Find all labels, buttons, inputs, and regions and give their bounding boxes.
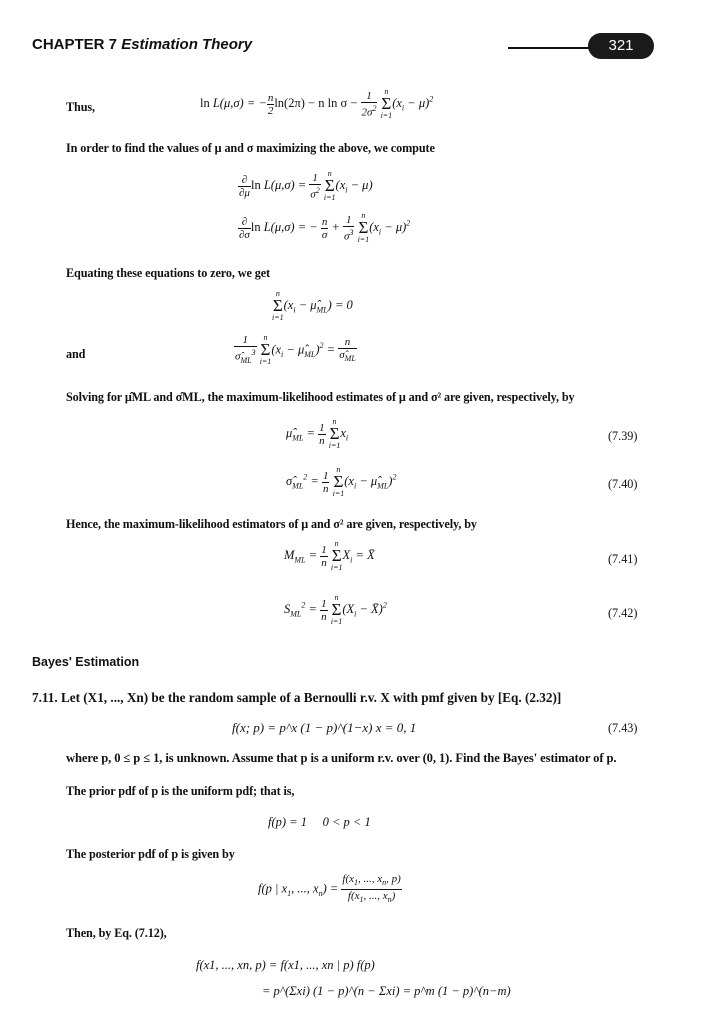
- text-in-order: In order to find the values of μ and σ maximizing the above, we compute: [66, 141, 435, 155]
- text-prior: The prior pdf of p is the uniform pdf; that is,: [66, 784, 295, 798]
- eq-7-42: $S_{ML}^2$ = $\frac{1}{n}$ n Σ $i=1(X_i$ − X̄)$^2$: [284, 593, 387, 626]
- eq-dmu: $\frac{\partial}{\partial\mu}$ ln L(μ,σ) = $\frac{1}{\sigma^2}$ n Σ $i=1(x_i - \mu)$: [239, 169, 373, 202]
- chapter-title: Estimation Theory: [121, 36, 253, 53]
- and-label: and: [66, 347, 86, 361]
- text-posterior: The posterior pdf of p is given by: [66, 847, 235, 861]
- page-number: 321: [588, 33, 654, 59]
- eq-7-41: $M_{ML}$ = $\frac{1}{n}$ n Σ $i=1X_i$ = X̄: [284, 539, 375, 572]
- eq-number-7-42: (7.42): [608, 606, 638, 620]
- header-rule: [508, 47, 598, 49]
- eq-number-7-40: (7.40): [608, 477, 638, 491]
- thus-label: Thus,: [66, 100, 95, 114]
- chapter-header: [32, 36, 252, 53]
- eq-zero-1: n Σ $i=1(x_i$ − $\mû_{ML}) = 0$: [272, 289, 353, 322]
- eq-7-39: $\mû_{ML}$ = $\frac{1}{n}$ n Σ $i=1x_i$: [286, 417, 349, 450]
- eq-number-7-41: (7.41): [608, 552, 638, 566]
- eq-posterior-pdf: f(p | $x_1$, ..., $x_n$) = $\frac{f(x_1, ..., x_n, p)}{f(x_1, ..., x_n)}$: [258, 873, 401, 905]
- eq-joint-1: f(x1, ..., xn, p) = f(x1, ..., xn | p) f(p): [196, 958, 375, 972]
- problem-number: 7.11.: [32, 690, 58, 705]
- eq-loglik: ln L(μ,σ) = − $\frac{n}{2}$ ln(2π) − n ln σ − $\frac{1}{2\sigma^2}$ n Σ $i=1(x_i - \mu)^2$: [200, 87, 434, 120]
- text-hence: Hence, the maximum-likelihood estimators of μ and σ² are given, respectively, by: [66, 517, 477, 531]
- eq-number-7-39: (7.39): [608, 429, 638, 443]
- text-then: Then, by Eq. (7.12),: [66, 926, 167, 940]
- eq-dsigma: $\frac{\partial}{\partial\sigma}$ ln L(μ,σ) = − $\frac{n}{\sigma}$ + $\frac{1}{\sigma^3}$ n Σ $i=1(x_i - \mu)^2$: [239, 211, 411, 244]
- eq-number-7-43: (7.43): [608, 721, 638, 735]
- problem-7-11: [32, 690, 561, 706]
- chapter-label: CHAPTER 7: [32, 36, 118, 53]
- eq-7-40: $\sigmâ_{ML}^2$ = $\frac{1}{n}$ n Σ $i=1(x_i$ − $\mû_{ML})^2$: [286, 465, 397, 498]
- eq-prior-pdf: f(p) = 1 0 < p < 1: [268, 815, 371, 829]
- eq-7-43: f(x; p) = p^x (1 − p)^(1−x) x = 0, 1: [232, 720, 417, 735]
- problem-text: Let (X1, ..., Xn) be the random sample of a Bernoulli r.v. X with pmf given by [Eq. (2.32)]: [60, 690, 562, 705]
- text-solving: Solving for μ̂ML and σ̂ML, the maximum-likelihood estimates of μ and σ² are given, respectively, by: [66, 390, 575, 404]
- text-equating: Equating these equations to zero, we get: [66, 266, 270, 280]
- eq-zero-2: $\frac{1}{\sigmâ_{ML}^3}$ n Σ $i=1(x_i$ − $\mû_{ML})^2$ = $\frac{n}{\sigmâ_{ML}}$: [235, 333, 356, 367]
- text-where: where p, 0 ≤ p ≤ 1, is unknown. Assume that p is a uniform r.v. over (0, 1). Find the Bayes' estimator of p.: [66, 751, 617, 765]
- eq-joint-2: = p^(Σxi) (1 − p)^(n − Σxi) = p^m (1 − p)^(n−m): [262, 984, 511, 998]
- section-title: Bayes' Estimation: [32, 655, 140, 669]
